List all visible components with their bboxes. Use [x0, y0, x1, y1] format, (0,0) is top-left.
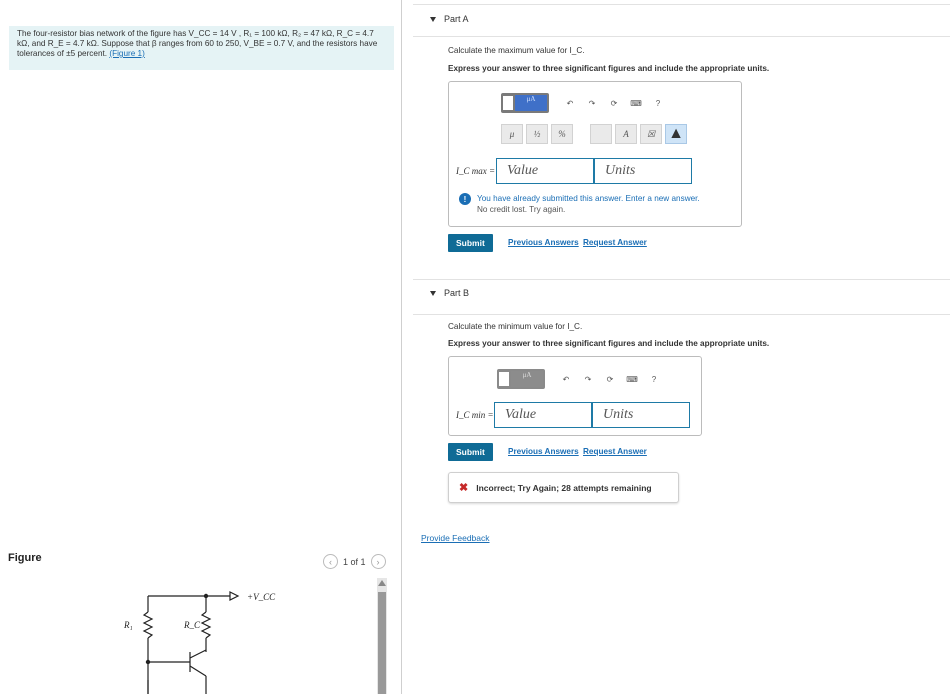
vector-button[interactable]: A: [615, 124, 637, 144]
reset-icon[interactable]: ⟳: [606, 374, 614, 384]
keyboard-icon[interactable]: ⌨: [630, 98, 642, 108]
part-a-instruction: Express your answer to three significant figures and include the appropriate units.: [448, 64, 770, 73]
part-a-title: Part A: [444, 14, 469, 24]
units-template-icon: μA: [515, 95, 547, 111]
part-a-previous-answers-link[interactable]: Previous Answers: [508, 238, 579, 247]
templates-button[interactable]: [501, 93, 549, 113]
part-b-request-answer-link[interactable]: Request Answer: [583, 447, 647, 456]
warning-line-1: You have already submitted this answer. Enter a new answer.: [477, 194, 700, 203]
keypad-icon[interactable]: ▲: [665, 124, 687, 144]
problem-text: The four-resistor bias network of the figure has V_CC = 14 V , R₁ = 100 kΩ, R₂ = 47 kΩ, R_C = 4.7 kΩ, and R_E = 4.7 kΩ. Suppose that β ranges from 60 to 250, V_BE = 0.7 V, and the resistors have tolerances of ±5 percent.: [17, 29, 378, 58]
part-b-question: Calculate the minimum value for I_C.: [448, 322, 583, 331]
part-b-toolbar: [497, 369, 665, 389]
collapse-caret-icon[interactable]: [430, 17, 436, 22]
junction-dot: [146, 660, 150, 664]
percent-button[interactable]: %: [551, 124, 573, 144]
part-a-rule: [413, 4, 950, 5]
part-a-var-label: I_C max =: [456, 166, 496, 176]
part-a-toolbar: [501, 93, 669, 113]
vcc-label: +V_CC: [247, 592, 276, 602]
undo-icon[interactable]: ↶: [562, 374, 570, 384]
incorrect-x-icon: ✖: [459, 482, 469, 494]
part-a-units-input[interactable]: Units: [594, 158, 692, 184]
prev-figure-button[interactable]: ‹: [323, 554, 338, 569]
collapse-caret-icon[interactable]: [430, 291, 436, 296]
undo-icon[interactable]: ↶: [566, 98, 574, 108]
pager-text: 1 of 1: [343, 556, 366, 567]
keyboard-icon[interactable]: ⌨: [626, 374, 638, 384]
warning-text: [477, 193, 700, 215]
part-b-title: Part B: [444, 288, 470, 298]
fraction-button[interactable]: ½: [526, 124, 548, 144]
figure-scrollbar[interactable]: [377, 578, 387, 694]
junction-dot: [204, 594, 208, 598]
part-a-warning: [459, 193, 700, 215]
circuit-svg: [110, 580, 290, 694]
alert-icon: !: [459, 193, 471, 205]
scroll-thumb[interactable]: [378, 592, 386, 694]
warning-line-2: No credit lost. Try again.: [477, 205, 566, 214]
left-pane: [0, 0, 402, 694]
reset-icon[interactable]: ⟳: [610, 98, 618, 108]
template-square-icon: [499, 372, 509, 386]
part-b-value-input[interactable]: Value: [494, 402, 592, 428]
scroll-up-arrow-icon[interactable]: [378, 580, 386, 586]
part-b-header[interactable]: [430, 288, 469, 298]
part-a-rule-bottom: [413, 36, 950, 37]
figure-pager: [323, 554, 386, 569]
provide-feedback-link[interactable]: Provide Feedback: [421, 533, 490, 543]
next-figure-button[interactable]: ›: [371, 554, 386, 569]
part-b-previous-answers-link[interactable]: Previous Answers: [508, 447, 579, 456]
pane-divider[interactable]: [401, 0, 402, 694]
mu-button[interactable]: μ: [501, 124, 523, 144]
feedback-text: Incorrect; Try Again; 28 attempts remaining: [476, 482, 652, 493]
part-a-submit-button[interactable]: Submit: [448, 234, 493, 252]
part-b-var-label: I_C min =: [456, 410, 494, 420]
circuit-diagram: [110, 580, 290, 699]
part-b-rule: [413, 279, 950, 280]
part-a-header[interactable]: [430, 14, 469, 24]
templates-button[interactable]: [497, 369, 545, 389]
rc-label: R_C: [184, 620, 201, 630]
part-a-value-input[interactable]: Value: [496, 158, 594, 184]
part-b-feedback: [448, 472, 679, 503]
redo-icon[interactable]: ↷: [584, 374, 592, 384]
template-square-icon: [503, 96, 513, 110]
figure-title: Figure: [8, 552, 42, 564]
r1-label: R₁: [124, 620, 133, 630]
part-b-rule-bottom: [413, 314, 950, 315]
help-icon[interactable]: ?: [651, 374, 657, 384]
blank-button[interactable]: [590, 124, 612, 144]
help-icon[interactable]: ?: [655, 98, 661, 108]
part-b-units-input[interactable]: Units: [592, 402, 690, 428]
part-a-request-answer-link[interactable]: Request Answer: [583, 238, 647, 247]
redo-icon[interactable]: ↷: [588, 98, 596, 108]
part-a-question: Calculate the maximum value for I_C.: [448, 46, 585, 55]
units-template-icon: μA: [511, 371, 543, 387]
part-b-instruction: Express your answer to three significant figures and include the appropriate units.: [448, 339, 770, 348]
clear-button[interactable]: ☒: [640, 124, 662, 144]
figure-link[interactable]: (Figure 1): [109, 49, 145, 58]
part-a-subtoolbar: [501, 124, 687, 144]
problem-statement: [9, 26, 394, 70]
part-b-submit-button[interactable]: Submit: [448, 443, 493, 461]
